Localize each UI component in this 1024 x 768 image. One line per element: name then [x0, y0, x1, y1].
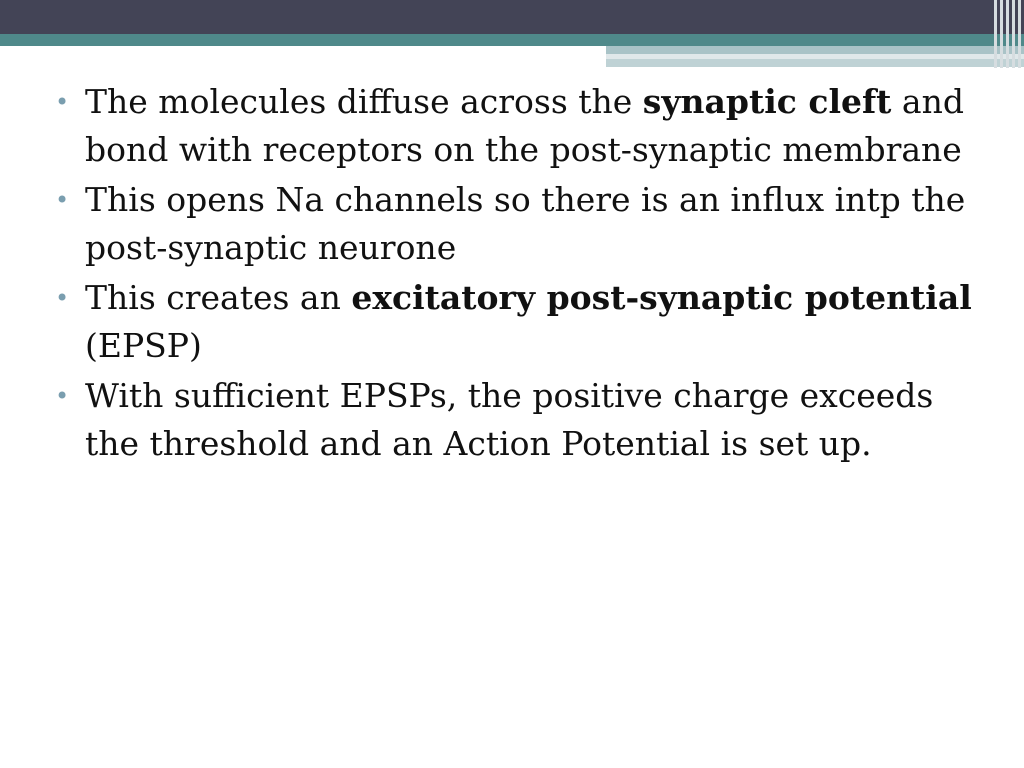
bullet-dot-icon: • — [55, 88, 70, 116]
bullet-dot-icon: • — [55, 186, 70, 214]
header-accent-band — [606, 46, 1024, 54]
bullet-bold-text: excitatory post-synaptic potential — [351, 278, 972, 317]
header-accent-band — [606, 59, 1024, 67]
bullet-dot-icon: • — [55, 284, 70, 312]
header-band-dark — [0, 0, 1024, 34]
bullet-item — [55, 176, 975, 272]
bullet-text: This opens Na channels so there is an influx intp the post-synaptic neurone — [85, 180, 966, 267]
header-stripes — [992, 0, 1024, 68]
bullet-dot-icon: • — [55, 382, 70, 410]
bullet-bold-text: synaptic cleft — [642, 82, 892, 121]
slide-body — [55, 78, 975, 470]
header-band-teal — [0, 34, 1024, 46]
bullet-text: (EPSP) — [85, 326, 202, 365]
bullet-item — [55, 78, 975, 174]
bullet-text: This creates an — [85, 278, 352, 317]
bullet-item — [55, 372, 975, 468]
bullet-text: and bond with receptors on the post-synaptic membrane — [85, 82, 964, 169]
bullet-text: The molecules diffuse across the — [85, 82, 643, 121]
bullet-text: With sufficient EPSPs, the positive charge exceeds the threshold and an Action Potential is set up. — [85, 376, 934, 463]
bullet-list — [55, 78, 975, 468]
bullet-item — [55, 274, 975, 370]
